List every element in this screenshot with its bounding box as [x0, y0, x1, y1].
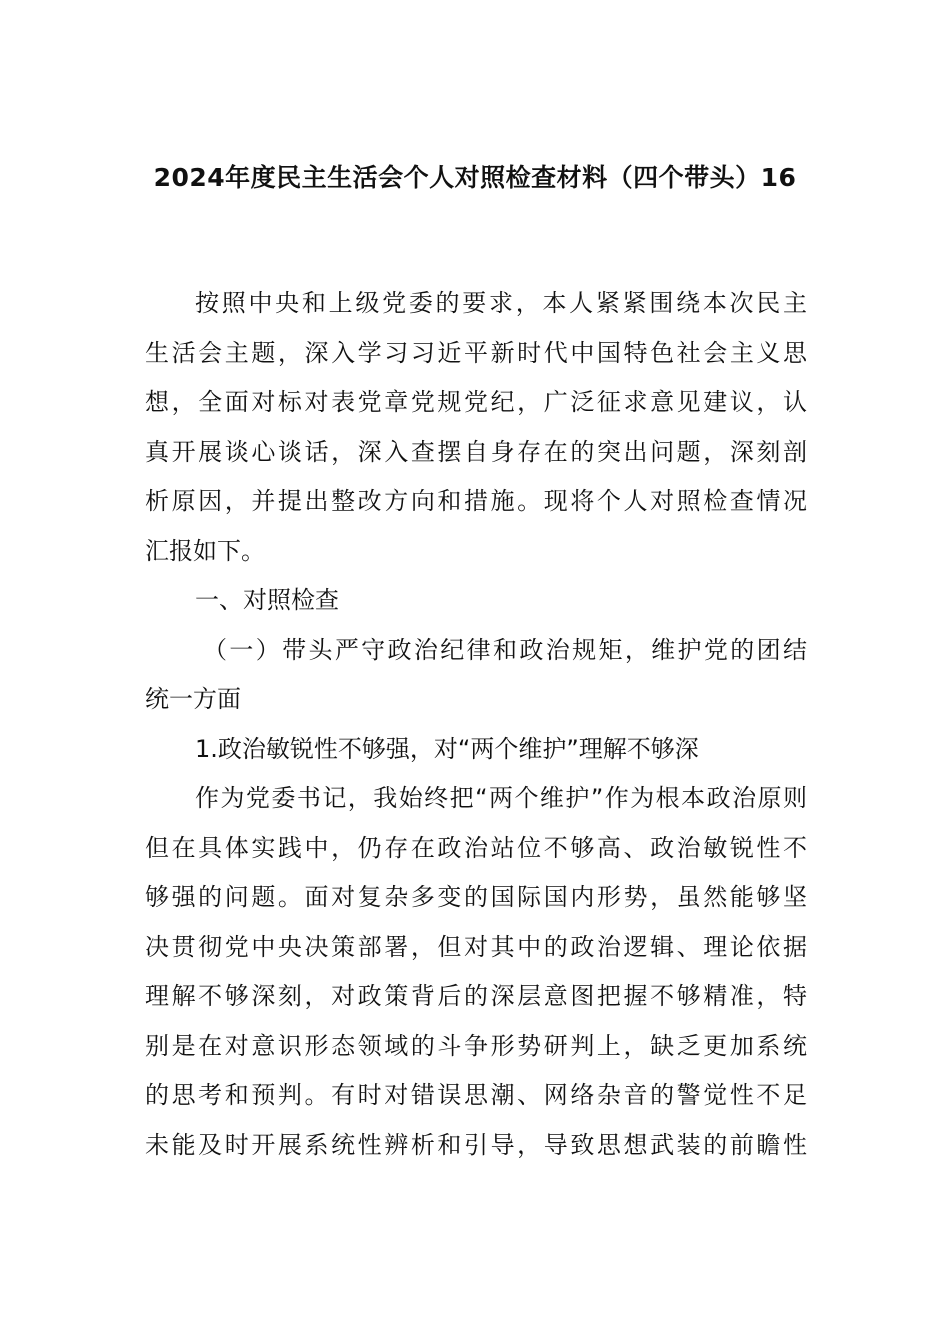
item-heading: 1.政治敏锐性不够强，对“两个维护”理解不够深: [195, 734, 699, 763]
paragraph-line: 汇报如下。: [145, 536, 265, 565]
paragraph-line: 析原因，并提出整改方向和措施。现将个人对照检查情况: [145, 487, 807, 515]
paragraph-line: 够强的问题。面对复杂多变的国际国内形势，虽然能够坚: [145, 883, 807, 911]
document-title: 2024年度民主生活会个人对照检查材料（四个带头）16: [153, 163, 797, 192]
paragraph-line: 决贯彻党中央决策部署，但对其中的政治逻辑、理论依据: [145, 932, 807, 961]
paragraph-line: 的思考和预判。有时对错误思潮、网络杂音的警觉性不足: [145, 1081, 807, 1109]
paragraph-line: 未能及时开展系统性辨析和引导，导致思想武装的前瞻性: [145, 1130, 807, 1159]
paragraph-line: 作为党委书记，我始终把“两个维护”作为根本政治原则: [195, 784, 807, 812]
paragraph-line: 但在具体实践中，仍存在政治站位不够高、政治敏锐性不: [145, 833, 807, 862]
paragraph-line: 真开展谈心谈话，深入查摆自身存在的突出问题，深刻剖: [145, 437, 807, 466]
paragraph-line: 别是在对意识形态领域的斗争形势研判上，缺乏更加系统: [145, 1031, 807, 1060]
paragraph-line: 按照中央和上级党委的要求，本人紧紧围绕本次民主: [195, 289, 807, 317]
subsection-heading-continued: 统一方面: [145, 685, 241, 713]
paragraph-line: 理解不够深刻，对政策背后的深层意图把握不够精准，特: [145, 982, 807, 1010]
section-heading: 一、对照检查: [195, 586, 339, 614]
document-body: [145, 279, 807, 1170]
subsection-heading: （一）带头严守政治纪律和政治规矩，维护党的团结: [203, 635, 807, 664]
paragraph-line: 想，全面对标对表党章党规党纪，广泛征求意见建议，认: [145, 388, 807, 416]
paragraph-line: 生活会主题，深入学习习近平新时代中国特色社会主义思: [145, 338, 807, 367]
